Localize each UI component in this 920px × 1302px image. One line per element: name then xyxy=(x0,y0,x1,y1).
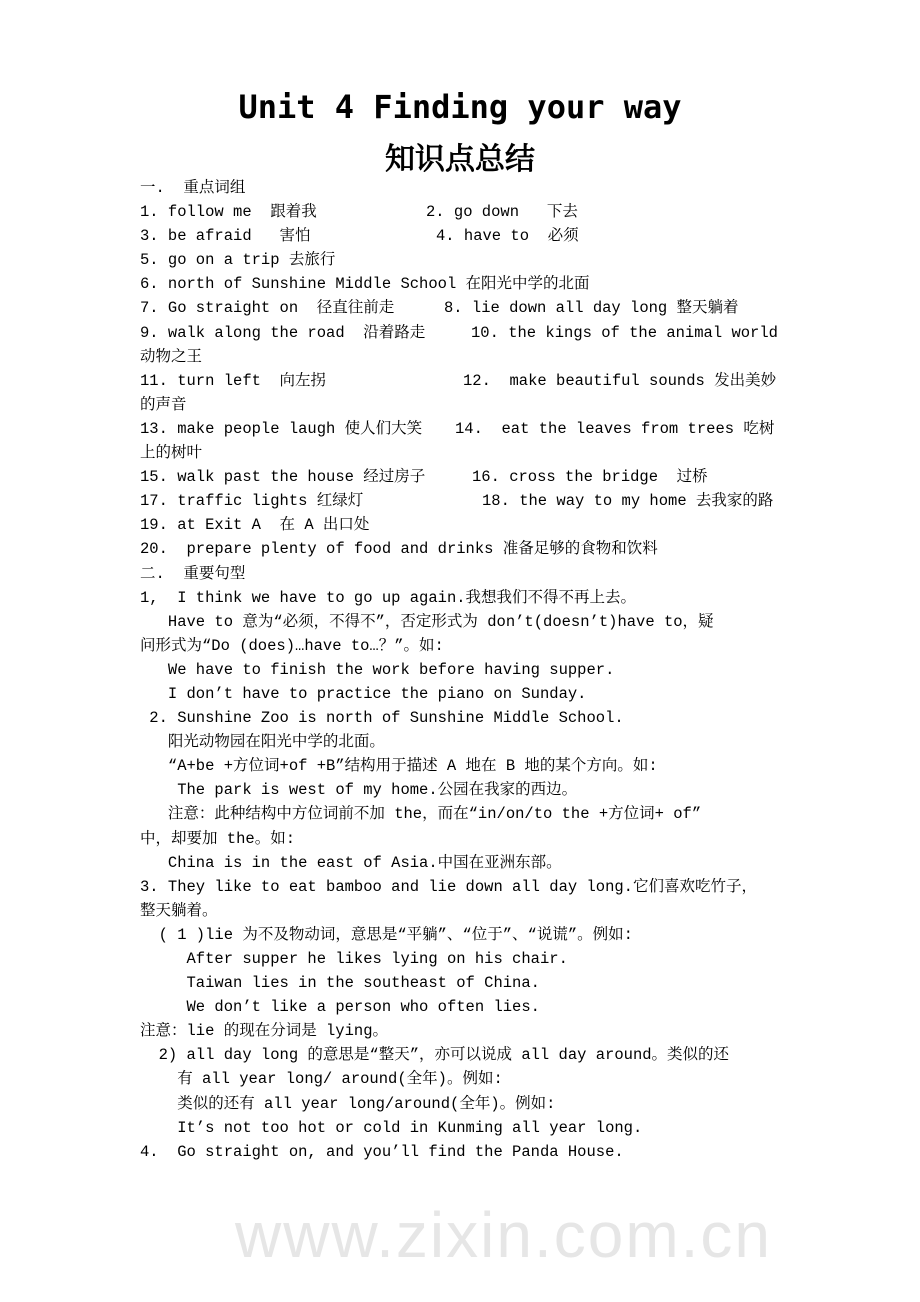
sentence-line: It’s not too hot or cold in Kunming all year long. xyxy=(140,1118,643,1137)
phrase: 7. Go straight on 径直往前走 xyxy=(140,299,395,318)
phrase: 17. traffic lights 红绿灯 xyxy=(140,492,364,511)
phrase-line xyxy=(140,345,800,369)
phrase-line xyxy=(140,513,800,537)
phrase-line xyxy=(140,200,800,224)
phrase: 19. at Exit A 在 A 出口处 xyxy=(140,516,370,535)
phrase: 18. the way to my home 去我家的路 xyxy=(482,492,774,511)
sentence-line: 注意：此种结构中方位词前不加 the，而在“in/on/to the +方位词+ of” xyxy=(140,805,702,824)
phrase: 的声音 xyxy=(140,395,187,414)
phrase: 1. follow me 跟着我 xyxy=(140,203,317,222)
section-heading-sentences: 二. 重要句型 xyxy=(140,564,246,583)
phrase-line xyxy=(140,393,800,417)
sentence-line: After supper he likes lying on his chair. xyxy=(140,950,568,968)
phrase-line xyxy=(140,417,800,441)
phrase: 15. walk past the house 经过房子 xyxy=(140,468,426,487)
sentence-line: 有 all year long/ around(全年)。例如: xyxy=(140,1070,503,1089)
sentence-line: 中，却要加 the。如: xyxy=(140,829,296,848)
sentence-line: The park is west of my home.公园在我家的西边。 xyxy=(140,781,578,800)
phrase: 14. eat the leaves from trees 吃树 xyxy=(455,419,775,438)
sentence-line: 3. They like to eat bamboo and lie down all day long.它们喜欢吃竹子， xyxy=(140,877,757,896)
sentence-line: We don’t like a person who often lies. xyxy=(140,998,540,1017)
phrase: 20. prepare plenty of food and drinks 准备足够的食物和饮料 xyxy=(140,540,658,559)
sentence-line: Taiwan lies in the southeast of China. xyxy=(140,974,540,993)
sentence-line: 问形式为“Do (does)…have to…？”。如: xyxy=(140,636,444,655)
phrase: 6. north of Sunshine Middle School 在阳光中学的北面 xyxy=(140,275,590,294)
sentence-line: 4. Go straight on, and you’ll find the Panda House. xyxy=(140,1142,624,1161)
phrase: 4. have to 必须 xyxy=(436,227,579,246)
sentence-line: 类似的还有 all year long/around(全年)。例如: xyxy=(140,1094,556,1113)
phrase: 上的树叶 xyxy=(140,444,203,463)
document-body xyxy=(140,176,800,1164)
phrase: 5. go on a trip 去旅行 xyxy=(140,251,336,270)
sentence-line: We have to finish the work before having supper. xyxy=(140,660,615,679)
phrase: 13. make people laugh 使人们大笑 xyxy=(140,419,423,438)
phrase-line xyxy=(140,441,800,465)
phrase-line xyxy=(140,296,800,320)
sentence-line: 注意：lie 的现在分词是 lying。 xyxy=(140,1022,389,1041)
phrase: 2. go down 下去 xyxy=(426,203,578,222)
phrase: 8. lie down all day long 整天躺着 xyxy=(444,299,739,318)
phrase-line xyxy=(140,272,800,296)
phrase-line xyxy=(140,465,800,489)
phrase-line xyxy=(140,224,800,248)
sentence-line: 整天躺着。 xyxy=(140,901,218,920)
phrase: 16. cross the bridge 过桥 xyxy=(472,468,708,487)
sentence-line: “A+be +方位词+of +B”结构用于描述 A 地在 B 地的某个方向。如: xyxy=(140,757,658,776)
watermark: www.zixin.com.cn xyxy=(235,1199,772,1271)
phrase-line xyxy=(140,537,800,561)
sentence-line: I don’t have to practice the piano on Sunday. xyxy=(140,684,587,703)
phrase: 3. be afraid 害怕 xyxy=(140,227,311,246)
sentence-notes xyxy=(140,586,800,1164)
document-subtitle: 知识点总结 xyxy=(385,142,535,177)
phrase-line xyxy=(140,248,800,272)
sentence-line: China is in the east of Asia.中国在亚洲东部。 xyxy=(140,853,562,872)
phrase-line xyxy=(140,321,800,345)
sentence-line: 2. Sunshine Zoo is north of Sunshine Middle School. xyxy=(140,709,624,728)
phrase-line xyxy=(140,369,800,393)
sentence-line: 阳光动物园在阳光中学的北面。 xyxy=(140,733,385,752)
sentence-line: 1, I think we have to go up again.我想我们不得不再上去。 xyxy=(140,588,637,607)
phrase: 12. make beautiful sounds 发出美妙 xyxy=(463,371,777,390)
section-heading-phrases: 一. 重点词组 xyxy=(140,179,246,197)
phrase: 9. walk along the road 沿着路走 xyxy=(140,323,426,342)
phrase: 10. the kings of the animal world xyxy=(471,323,778,342)
phrase: 11. turn left 向左拐 xyxy=(140,371,327,390)
document-title: Unit 4 Finding your way xyxy=(238,88,682,126)
sentence-line: 2) all day long 的意思是“整天”，亦可以说成 all day around。类似的还 xyxy=(140,1046,730,1065)
sentence-line: ( 1 )lie 为不及物动词，意思是“平躺”、“位于”、“说谎”。例如: xyxy=(140,925,633,944)
sentence-line: Have to 意为“必须，不得不”，否定形式为 don’t(doesn’t)have to，疑 xyxy=(140,612,714,631)
phrase-line xyxy=(140,489,800,513)
phrase: 动物之王 xyxy=(140,347,203,366)
